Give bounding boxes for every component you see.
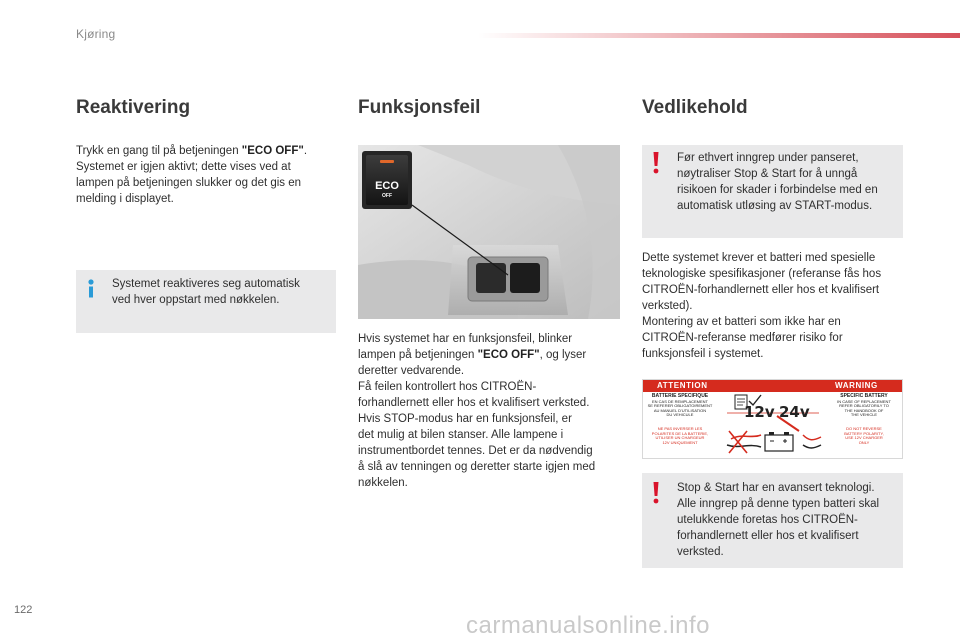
battery-warning-label (642, 379, 903, 459)
funksjonsfeil-paragraph (358, 331, 628, 491)
text-line: Dette systemet krever et batteri med spesielle (642, 252, 876, 264)
text-line: forhandlernett eller hos et kvalifisert verksted. (358, 397, 590, 409)
warning-note-1-text (677, 150, 899, 214)
reaktivering-paragraph (76, 143, 346, 207)
label-text-line: SE REFERER OBLIGATOIREMENT (647, 403, 713, 409)
exclamation-warning-icon (651, 151, 661, 173)
text-line: teknologiske spesifikasjoner (referanse fås hos (642, 268, 882, 280)
text-line: ved hver oppstart med nøkkelen. (112, 294, 280, 306)
eco-off-bold-label: "ECO OFF" (477, 349, 540, 361)
text-line: verksted. (677, 546, 724, 558)
text-line: instrumentbordet tennes. Det er da nødvendig (358, 445, 593, 457)
label-text-line: THE HANDBOOK OF (844, 407, 884, 413)
label-en-specific-block (829, 394, 899, 418)
info-icon (86, 279, 96, 297)
label-text-line: 12V UNIQUEMENT (662, 439, 698, 445)
label-text-line: IN CASE OF REPLACEMENT (837, 398, 891, 404)
text-line: Systemet er igjen aktivt; dette vises ved at (76, 161, 291, 173)
text-line: Stop & Start har en avansert teknologi. (677, 482, 875, 494)
label-text-line: AU MANUEL D'UTILISATION (653, 407, 707, 413)
label-text-line: DU VEHICULE (666, 412, 694, 418)
text-line: melding i displayet. (76, 193, 174, 205)
warning-note-box-2 (642, 473, 903, 568)
label-text-line: REFER OBLIGATORILY TO (839, 403, 889, 409)
label-en-polarity-block (829, 427, 899, 445)
label-24v-text: 24v (779, 403, 810, 421)
dashboard-illustration (358, 145, 620, 319)
text-line: lampen på betjeningen slukker og det gis en (76, 177, 302, 189)
text-line: Før ethvert inngrep under panseret, (677, 152, 859, 164)
text-line: automatisk utløsing av START-modus. (677, 200, 873, 212)
label-text-line: DO NOT REVERSE (846, 426, 882, 431)
eco-off-bold-label: "ECO OFF" (241, 145, 304, 157)
label-12v-text: 12v (744, 403, 775, 421)
text-line: verksted). (642, 300, 693, 312)
text-line: å slå av tenningen og deretter starte igjen med (358, 461, 596, 473)
text-line: Systemet reaktiveres seg automatisk (112, 278, 300, 290)
watermark-text: carmanualsonline.info (466, 612, 710, 639)
label-text-line: BATTERY POLARITY, (844, 430, 884, 436)
warning-note-box-1 (642, 145, 903, 238)
dashboard-eco-off-button-photo (358, 145, 620, 319)
label-text-line: NE PAS INVERSER LES (657, 426, 703, 431)
section-title-vedlikehold: Vedlikehold (642, 97, 748, 118)
label-text-line: USE 12V CHARGER (845, 435, 883, 441)
text-line: nøytraliser Stop & Start for å unngå (677, 168, 858, 180)
label-text-line: THE VEHICLE (850, 412, 878, 418)
text-line: risikoen for skader i forbindelse med en (677, 184, 878, 196)
header-accent-bar (478, 33, 960, 38)
text-line: funksjonsfeil i systemet. (642, 348, 764, 360)
label-en-specific-title: SPECIFIC BATTERY (840, 393, 888, 399)
text-line: forhandlernett eller hos et kvalifisert (677, 530, 859, 542)
text-line: deretter vedvarende. (358, 365, 465, 377)
label-fr-polarity-block (645, 427, 715, 445)
label-text-line: UTILISER UN CHARGEUR (655, 435, 705, 441)
running-header-label: Kjøring (76, 27, 116, 41)
text-line: det mulig at bilen stanser. Alle lampene i (358, 429, 564, 441)
warning-note-2-text (677, 480, 899, 560)
text-line: lampen på betjeningen (358, 349, 478, 361)
text-line: CITROËN-forhandlernett eller hos et kvalifisert (642, 284, 880, 296)
label-text-line: EN CAS DE REMPLACEMENT (651, 398, 708, 404)
text-line: nøkkelen. (358, 477, 408, 489)
label-fr-specific-block (645, 394, 715, 418)
text-line: Hvis STOP-modus har en funksjonsfeil, er (358, 413, 572, 425)
text-line: , og lyser (539, 349, 587, 361)
label-text-line: ONLY (858, 439, 870, 445)
text-line: Montering av et batteri som ikke har en (642, 316, 841, 328)
label-fr-specific-title: BATTERIE SPECIFIQUE (651, 393, 709, 399)
text-line: CITROËN-referanse medfører risiko for (642, 332, 843, 344)
exclamation-glyph (651, 151, 661, 175)
section-title-funksjonsfeil: Funksjonsfeil (358, 97, 481, 118)
text-line: Hvis systemet har en funksjonsfeil, blinker (358, 333, 573, 345)
eco-button-label: ECO (375, 180, 399, 192)
label-attention-text: ATTENTION (657, 381, 708, 390)
page-number: 122 (14, 604, 33, 616)
exclamation-warning-icon (651, 481, 661, 503)
text-line: Alle inngrep på denne typen batteri skal (677, 498, 880, 510)
off-button-label: OFF (382, 193, 392, 199)
text-line: Trykk en gang til på betjeningen (76, 145, 242, 157)
text-line: Få feilen kontrollert hos CITROËN- (358, 381, 537, 393)
exclamation-glyph (651, 481, 661, 505)
info-note-box (76, 270, 336, 333)
info-icon-glyph (86, 279, 96, 299)
section-title-reaktivering: Reaktivering (76, 97, 191, 118)
text-line: . (303, 145, 308, 157)
vedlikehold-paragraph (642, 250, 912, 362)
text-line: utelukkende foretas hos CITROËN- (677, 514, 858, 526)
info-note-text (112, 276, 332, 308)
label-warning-text: WARNING (835, 381, 878, 390)
label-text-line: POLARITES DE LA BATTERIE, (651, 430, 709, 436)
